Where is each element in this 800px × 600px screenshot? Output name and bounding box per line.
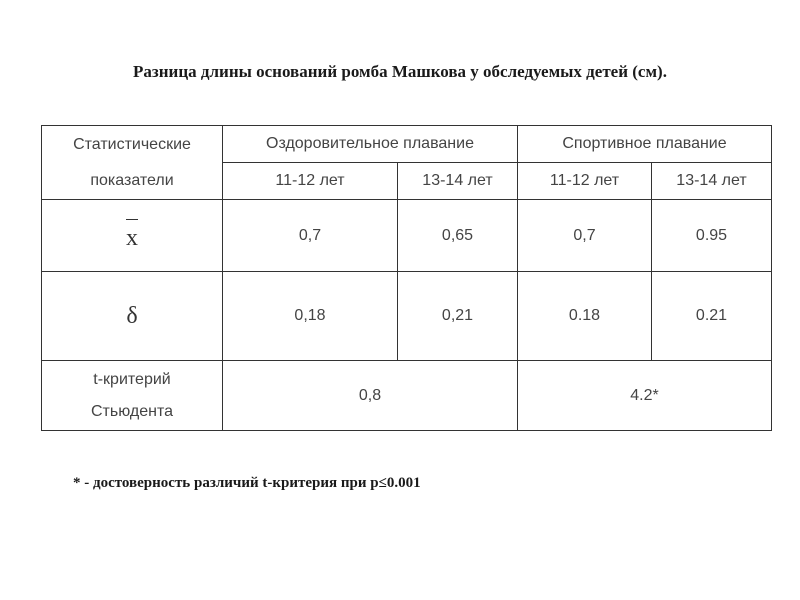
header-age: 13-14 лет	[398, 163, 518, 200]
header-age: 11-12 лет	[518, 163, 652, 200]
mean-value: 0,7	[518, 200, 652, 272]
t-test-label	[42, 361, 223, 431]
t-test-label-line1: t-критерий	[93, 370, 171, 388]
deviation-value: 0.21	[652, 272, 772, 361]
t-test-value-sport: 4.2*	[518, 361, 772, 431]
deviation-value: 0,18	[223, 272, 398, 361]
table-row-deviation	[42, 272, 772, 361]
t-test-label-line2: Стьюдента	[91, 402, 173, 420]
statistics-table	[41, 125, 772, 431]
mean-symbol-cell	[42, 200, 223, 272]
deviation-value: 0,21	[398, 272, 518, 361]
header-stat-label-line2: показатели	[90, 171, 174, 189]
header-stat-label-line1: Статистические	[73, 135, 191, 153]
deviation-value: 0.18	[518, 272, 652, 361]
header-group-sport-swimming: Спортивное плавание	[518, 126, 772, 163]
header-group-health-swimming: Оздоровительное плавание	[223, 126, 518, 163]
mean-symbol-text: x	[126, 225, 138, 251]
deviation-symbol: δ	[42, 272, 223, 361]
table-row-mean	[42, 200, 772, 272]
table-row-t-test	[42, 361, 772, 431]
mean-value: 0.95	[652, 200, 772, 272]
footnote: * - достоверность различий t-критерия при p≤0.001	[73, 475, 421, 491]
mean-value: 0,7	[223, 200, 398, 272]
header-age: 13-14 лет	[652, 163, 772, 200]
page-title: Разница длины оснований ромба Машкова у обследуемых детей (см).	[133, 62, 667, 81]
t-test-value-health: 0,8	[223, 361, 518, 431]
mean-x-bar-symbol	[126, 219, 138, 250]
header-age: 11-12 лет	[223, 163, 398, 200]
overbar	[126, 219, 138, 220]
header-stat-label	[42, 126, 223, 200]
table-header-row-groups	[42, 126, 772, 163]
mean-value: 0,65	[398, 200, 518, 272]
